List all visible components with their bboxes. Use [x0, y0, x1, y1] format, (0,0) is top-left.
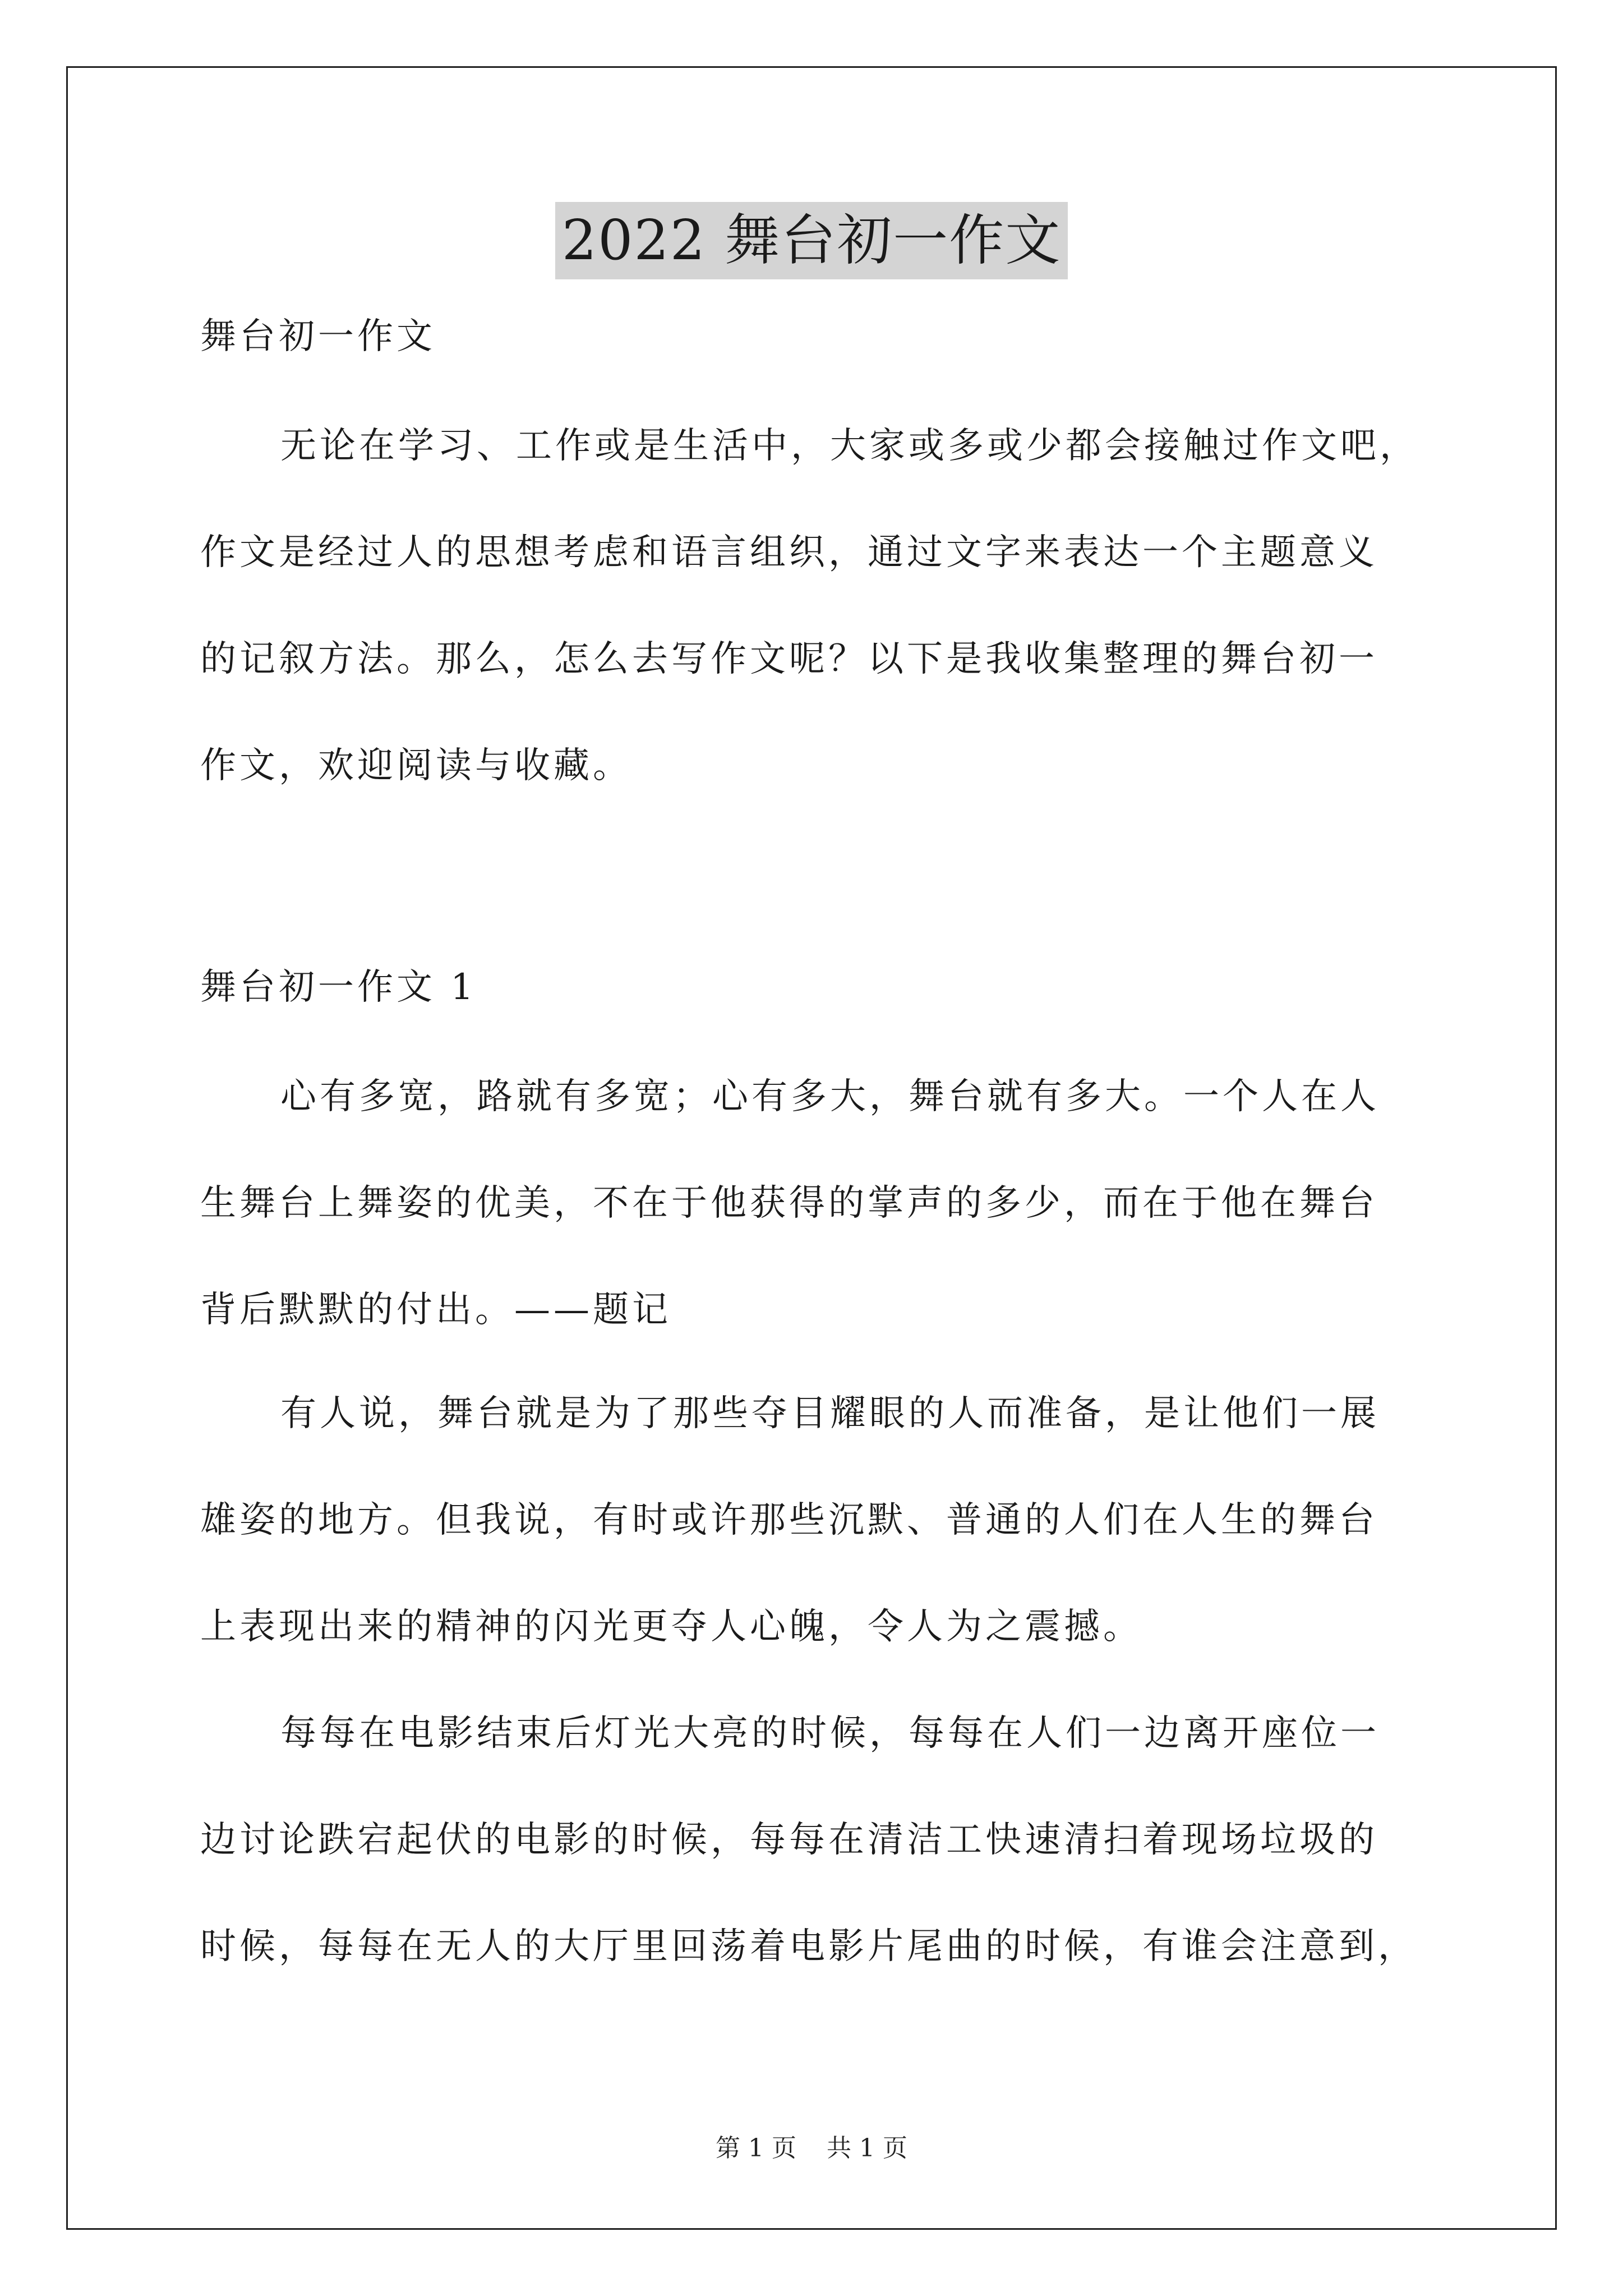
para2-line-1: 有人说，舞台就是为了那些夺目耀眼的人而准备，是让他们一展: [280, 1393, 1380, 1434]
section-heading: 舞台初一作文 1: [200, 967, 477, 1008]
page-footer: [0, 2132, 1623, 2165]
document-title: 2022 舞台初一作文: [555, 202, 1068, 279]
para1-line-1: 心有多宽，路就有多宽；心有多大，舞台就有多大。一个人在人: [280, 1076, 1380, 1117]
para2-line-3: 上表现出来的精神的闪光更夺人心魄，令人为之震撼。: [200, 1606, 1142, 1648]
para3-line-2: 边讨论跌宕起伏的电影的时候，每每在清洁工快速清扫着现场垃圾的: [200, 1819, 1378, 1861]
intro-line-3: 的记叙方法。那么，怎么去写作文呢？以下是我收集整理的舞台初一: [200, 638, 1378, 680]
subtitle: 舞台初一作文: [200, 316, 436, 357]
para3-line-3: 时候，每每在无人的大厅里回荡着电影片尾曲的时候，有谁会注意到，: [200, 1926, 1417, 1967]
title-container: [0, 202, 1623, 279]
page-number-total: 共 1 页: [827, 2134, 907, 2162]
page-number-current: 第 1 页: [716, 2134, 796, 2162]
page-border: [66, 66, 1557, 2230]
para3-line-1: 每每在电影结束后灯光大亮的时候，每每在人们一边离开座位一: [280, 1713, 1380, 1754]
para1-line-2: 生舞台上舞姿的优美，不在于他获得的掌声的多少，而在于他在舞台: [200, 1182, 1378, 1224]
intro-line-1: 无论在学习、工作或是生活中，大家或多或少都会接触过作文吧，: [280, 425, 1419, 467]
para2-line-2: 雄姿的地方。但我说，有时或许那些沉默、普通的人们在人生的舞台: [200, 1499, 1378, 1541]
intro-line-4: 作文，欢迎阅读与收藏。: [200, 745, 632, 786]
para1-line-3: 背后默默的付出。——题记: [200, 1289, 671, 1331]
intro-line-2: 作文是经过人的思想考虑和语言组织，通过文字来表达一个主题意义: [200, 532, 1378, 573]
